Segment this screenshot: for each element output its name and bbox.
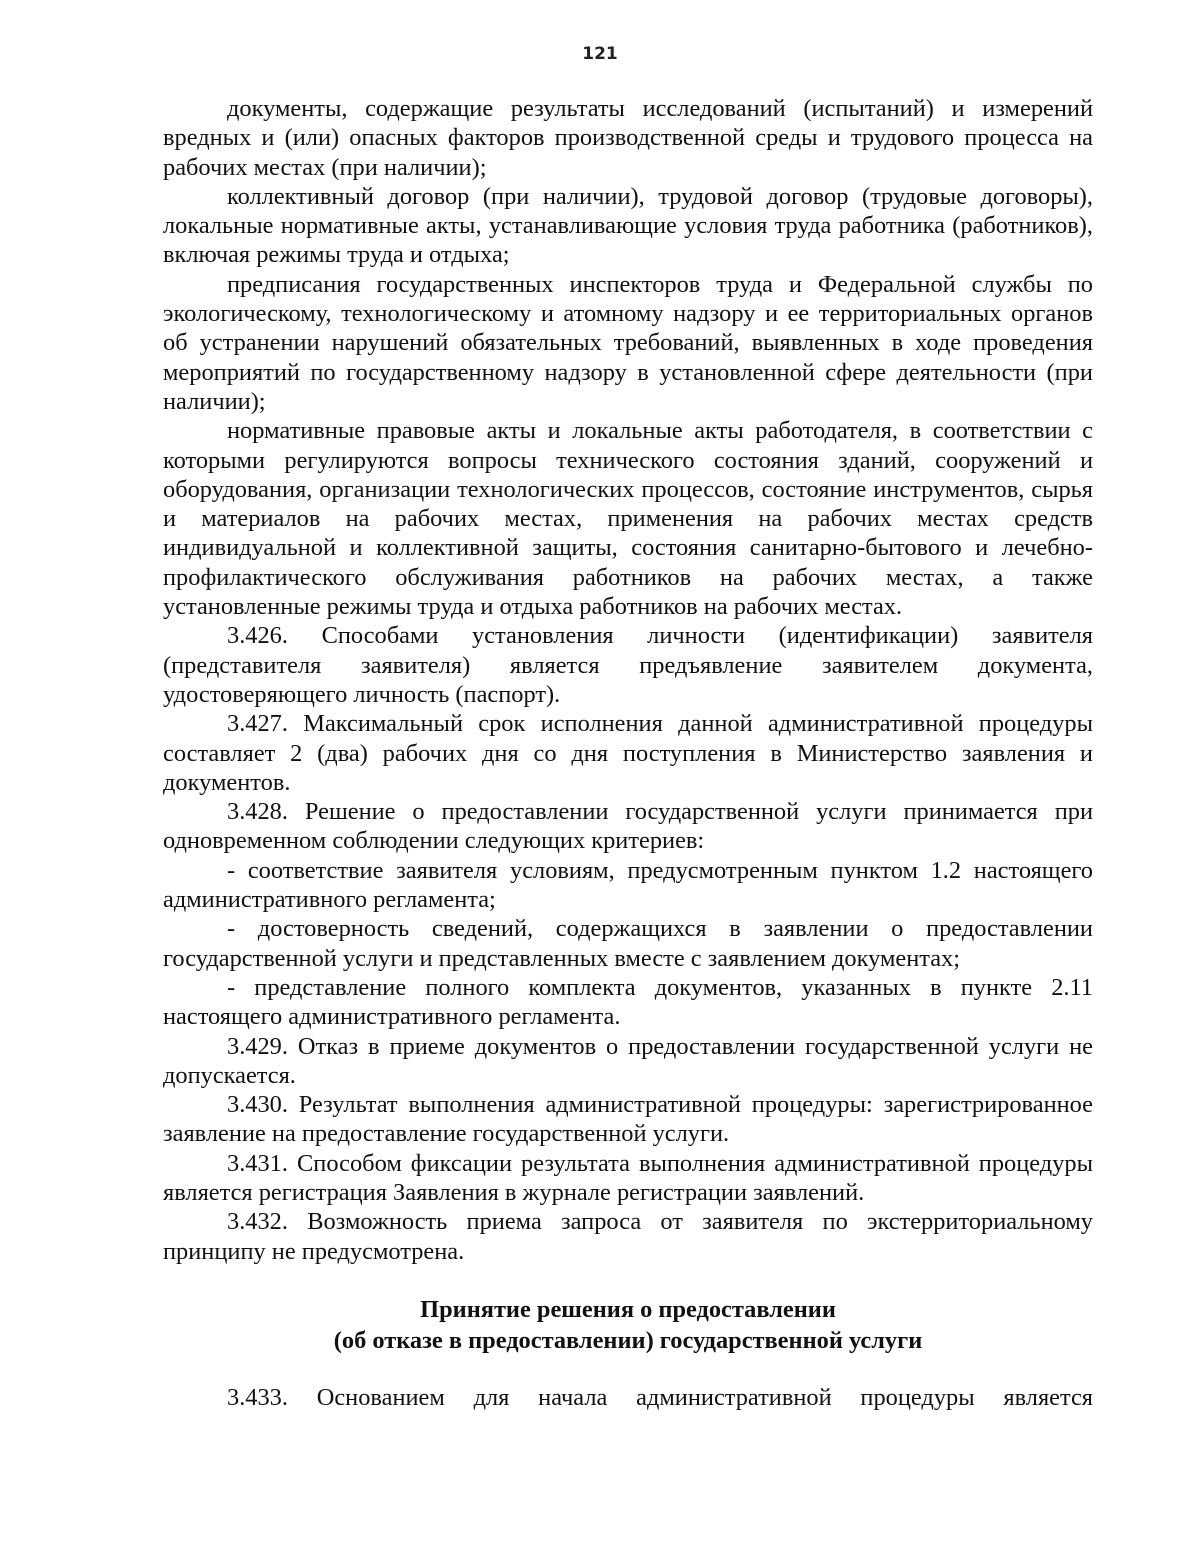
section-heading-line-2: (об отказе в предоставлении) государственной услуги <box>333 1327 923 1354</box>
paragraph-3-426: 3.426. Способами установления личности (идентификации) заявителя (представителя заявителя) является предъявление заявителем документа, удостоверяющего личность (паспорт). <box>163 622 1093 708</box>
paragraph-3-433: 3.433. Основанием для начала административной процедуры является <box>227 1384 1093 1411</box>
section-heading-line-1: Принятие решения о предоставлении <box>420 1296 836 1323</box>
criterion-conformity: - соответствие заявителя условиям, предусмотренным пунктом 1.2 настоящего административного регламента; <box>163 856 1093 914</box>
page-number: 121 <box>582 44 618 64</box>
paragraph-3-430: 3.430. Результат выполнения административной процедуры: зарегистрированное заявление на предоставление государственной услуги. <box>163 1091 1093 1148</box>
paragraph-normative-acts: нормативные правовые акты и локальные акты работодателя, в соответствии с которыми регулируются вопросы технического состояния зданий, сооружений и оборудования, организации технологических процессов, состояние инструментов, сырья и материалов на рабочих местах, применения на рабочих местах средств индивидуальной и коллективной защиты, состояния санитарно-бытового и лечебно-профилактического обслуживания работников на рабочих местах, а также установленные режимы труда и отдыха работников на рабочих местах. <box>163 417 1093 621</box>
paragraph-3-432: 3.432. Возможность приема запроса от заявителя по экстерриториальному принципу не предусмотрена. <box>163 1208 1093 1265</box>
paragraph-3-427: 3.427. Максимальный срок исполнения данной административной процедуры составляет 2 (два) рабочих дня со дня поступления в Министерство заявления и документов. <box>163 710 1093 796</box>
paragraph-inspector-orders: предписания государственных инспекторов труда и Федеральной службы по экологическому, технологическому и атомному надзору и ее территориальных органов об устранении нарушений обязательных требований, выявленных в ходе проведения мероприятий по государственному надзору в установленной сфере деятельности (при наличии); <box>163 270 1093 415</box>
paragraph-3-428: 3.428. Решение о предоставлении государственной услуги принимается при одновременном соблюдении следующих критериев: <box>163 798 1093 855</box>
paragraph-documents-results: документы, содержащие результаты исследований (испытаний) и измерений вредных и (или) опасных факторов производственной среды и трудового процесса на рабочих местах (при наличии); <box>163 95 1093 181</box>
criterion-reliability: - достоверность сведений, содержащихся в заявлении о предоставлении государственной услуги и представленных вместе с заявлением документах; <box>163 915 1093 972</box>
document-body <box>163 94 1093 1266</box>
section-heading <box>163 1294 1093 1356</box>
criterion-complete-set: - представление полного комплекта документов, указанных в пункте 2.11 настоящего административного регламента. <box>163 973 1093 1031</box>
paragraph-collective-agreement: коллективный договор (при наличии), трудовой договор (трудовые договоры), локальные нормативные акты, устанавливающие условия труда работника (работников), включая режимы труда и отдыха; <box>163 182 1093 269</box>
paragraph-3-429: 3.429. Отказ в приеме документов о предоставлении государственной услуги не допускается. <box>163 1032 1093 1089</box>
paragraph-3-431: 3.431. Способом фиксации результата выполнения административной процедуры является регистрация Заявления в журнале регистрации заявлений. <box>163 1149 1093 1206</box>
